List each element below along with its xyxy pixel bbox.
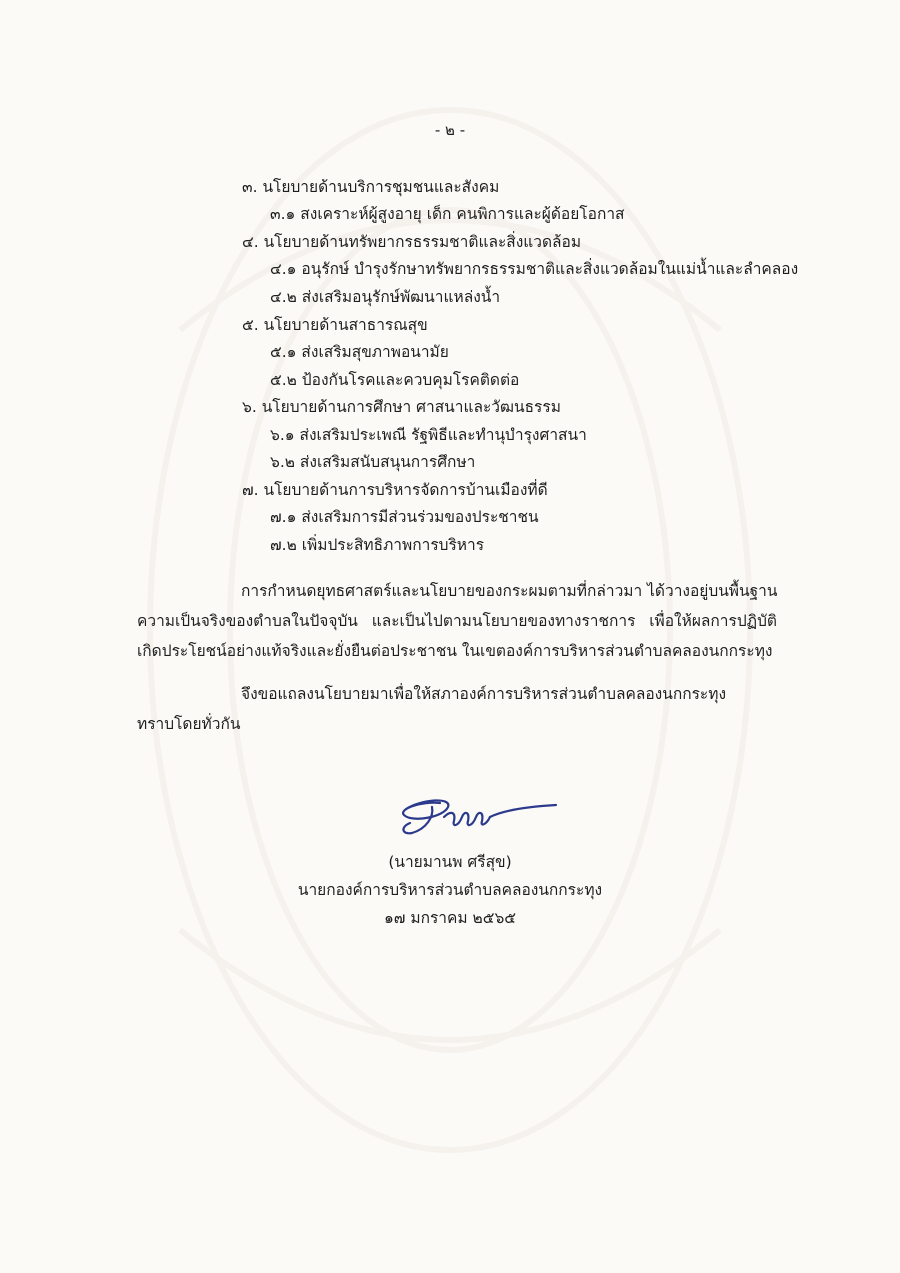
policy-item-5-1: ๕.๑ ส่งเสริมสุขภาพอนามัย — [270, 343, 449, 361]
policy-heading-3: ๓. นโยบายด้านบริการชุมชนและสังคม — [242, 178, 500, 196]
paragraph-line: การกำหนดยุทธศาสตร์และนโยบายของกระผมตามที่กล่าวมา ได้วางอยู่บนพื้นฐาน — [241, 582, 778, 600]
policy-item-6-1: ๖.๑ ส่งเสริมประเพณี รัฐพิธีและทำนุบำรุงศาสนา — [270, 426, 587, 444]
policy-heading-6: ๖. นโยบายด้านการศึกษา ศาสนาและวัฒนธรรม — [242, 398, 561, 416]
paragraph-line: จึงขอแถลงนโยบายมาเพื่อให้สภาองค์การบริหารส่วนตำบลคลองนกกระทุง — [241, 685, 727, 703]
page-number: - ๒ - — [434, 121, 466, 139]
policy-item-3-1: ๓.๑ สงเคราะห์ผู้สูงอายุ เด็ก คนพิการและผู้ด้อยโอกาส — [270, 205, 625, 223]
policy-heading-7: ๗. นโยบายด้านการบริหารจัดการบ้านเมืองที่ดี — [242, 481, 548, 499]
policy-item-4-1: ๔.๑ อนุรักษ์ บำรุงรักษาทรัพยากรธรรมชาติและสิ่งแวดล้อมในแม่น้ำและลำคลอง — [270, 260, 799, 278]
signing-date: ๑๗ มกราคม ๒๕๖๕ — [383, 909, 517, 927]
signer-position: นายกองค์การบริหารส่วนตำบลคลองนกกระทุง — [297, 881, 603, 899]
paragraph-line: เกิดประโยชน์อย่างแท้จริงและยั่งยืนต่อประชาชน ในเขตองค์การบริหารส่วนตำบลคลองนกกระทุง — [137, 642, 773, 660]
handwritten-signature — [392, 793, 562, 843]
policy-heading-4: ๔. นโยบายด้านทรัพยากรธรรมชาติและสิ่งแวดล้อม — [242, 233, 582, 251]
policy-item-7-2: ๗.๒ เพิ่มประสิทธิภาพการบริหาร — [270, 536, 485, 554]
policy-item-4-2: ๔.๒ ส่งเสริมอนุรักษ์พัฒนาแหล่งน้ำ — [270, 288, 501, 306]
policy-item-7-1: ๗.๑ ส่งเสริมการมีส่วนร่วมของประชาชน — [270, 508, 539, 526]
paragraph-line: ทราบโดยทั่วกัน — [137, 715, 241, 733]
strategy-paragraph — [137, 576, 777, 666]
signer-name: (นายมานพ ศรีสุข) — [388, 853, 512, 871]
paragraph-line: ความเป็นจริงของตำบลในปัจจุบัน และเป็นไปตามนโยบายของทางราชการ เพื่อให้ผลการปฏิบัติ — [137, 612, 777, 630]
policy-heading-5: ๕. นโยบายด้านสาธารณสุข — [242, 316, 428, 334]
policy-item-6-2: ๖.๒ ส่งเสริมสนับสนุนการศึกษา — [270, 453, 476, 471]
closing-paragraph — [137, 679, 777, 739]
policy-item-5-2: ๕.๒ ป้องกันโรคและควบคุมโรคติดต่อ — [270, 371, 520, 389]
